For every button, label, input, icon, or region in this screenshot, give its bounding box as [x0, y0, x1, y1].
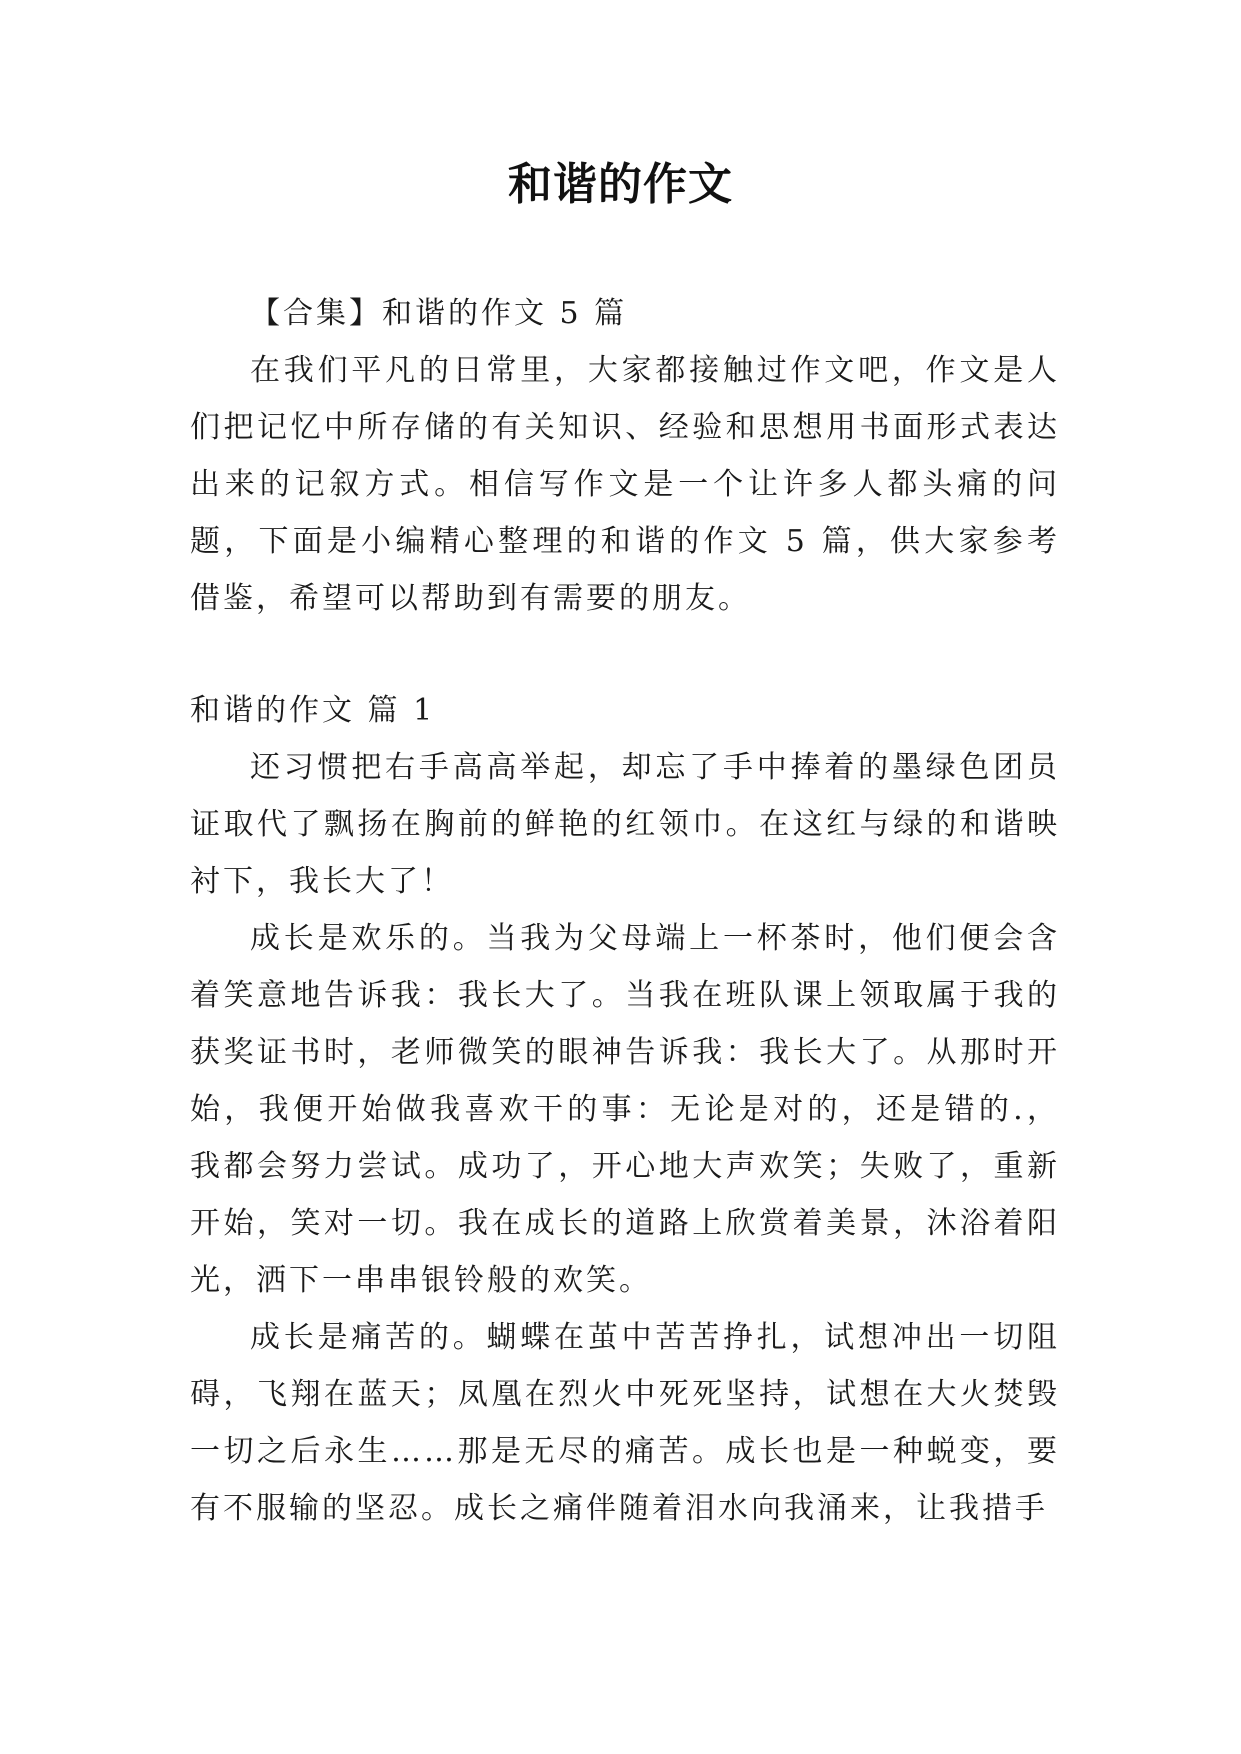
intro-paragraph: 在我们平凡的日常里，大家都接触过作文吧，作文是人们把记忆中所存储的有关知识、经验和思想用书面形式表达出来的记叙方式。相信写作文是一个让许多人都头痛的问题，下面是小编精心整理的和谐的作文 5 篇，供大家参考借鉴，希望可以帮助到有需要的朋友。 — [190, 353, 1060, 616]
body-paragraph-3: 成长是痛苦的。蝴蝶在茧中苦苦挣扎，试想冲出一切阻碍，飞翔在蓝天；凤凰在烈火中死死坚持，试想在大火焚毁一切之后永生……那是无尽的痛苦。成长也是一种蜕变，要有不服输的坚忍。成长之痛伴随着泪水向我涌来，让我措手 — [190, 1320, 1060, 1526]
collection-line: 【合集】和谐的作文 5 篇 — [250, 296, 628, 331]
body-paragraph-1: 还习惯把右手高高举起，却忘了手中捧着的墨绿色团员证取代了飘扬在胸前的鲜艳的红领巾。在这红与绿的和谐映衬下，我长大了！ — [190, 750, 1060, 899]
section-heading: 和谐的作文 篇 1 — [190, 693, 436, 728]
document-body — [190, 285, 1060, 1537]
body-paragraph-2: 成长是欢乐的。当我为父母端上一杯茶时，他们便会含着笑意地告诉我：我长大了。当我在班队课上领取属于我的获奖证书时，老师微笑的眼神告诉我：我长大了。从那时开始，我便开始做我喜欢干的事：无论是对的，还是错的.，我都会努力尝试。成功了，开心地大声欢笑；失败了，重新开始，笑对一切。我在成长的道路上欣赏着美景，沐浴着阳光，洒下一串串银铃般的欢笑。 — [190, 921, 1060, 1298]
document-title: 和谐的作文 — [508, 159, 733, 210]
